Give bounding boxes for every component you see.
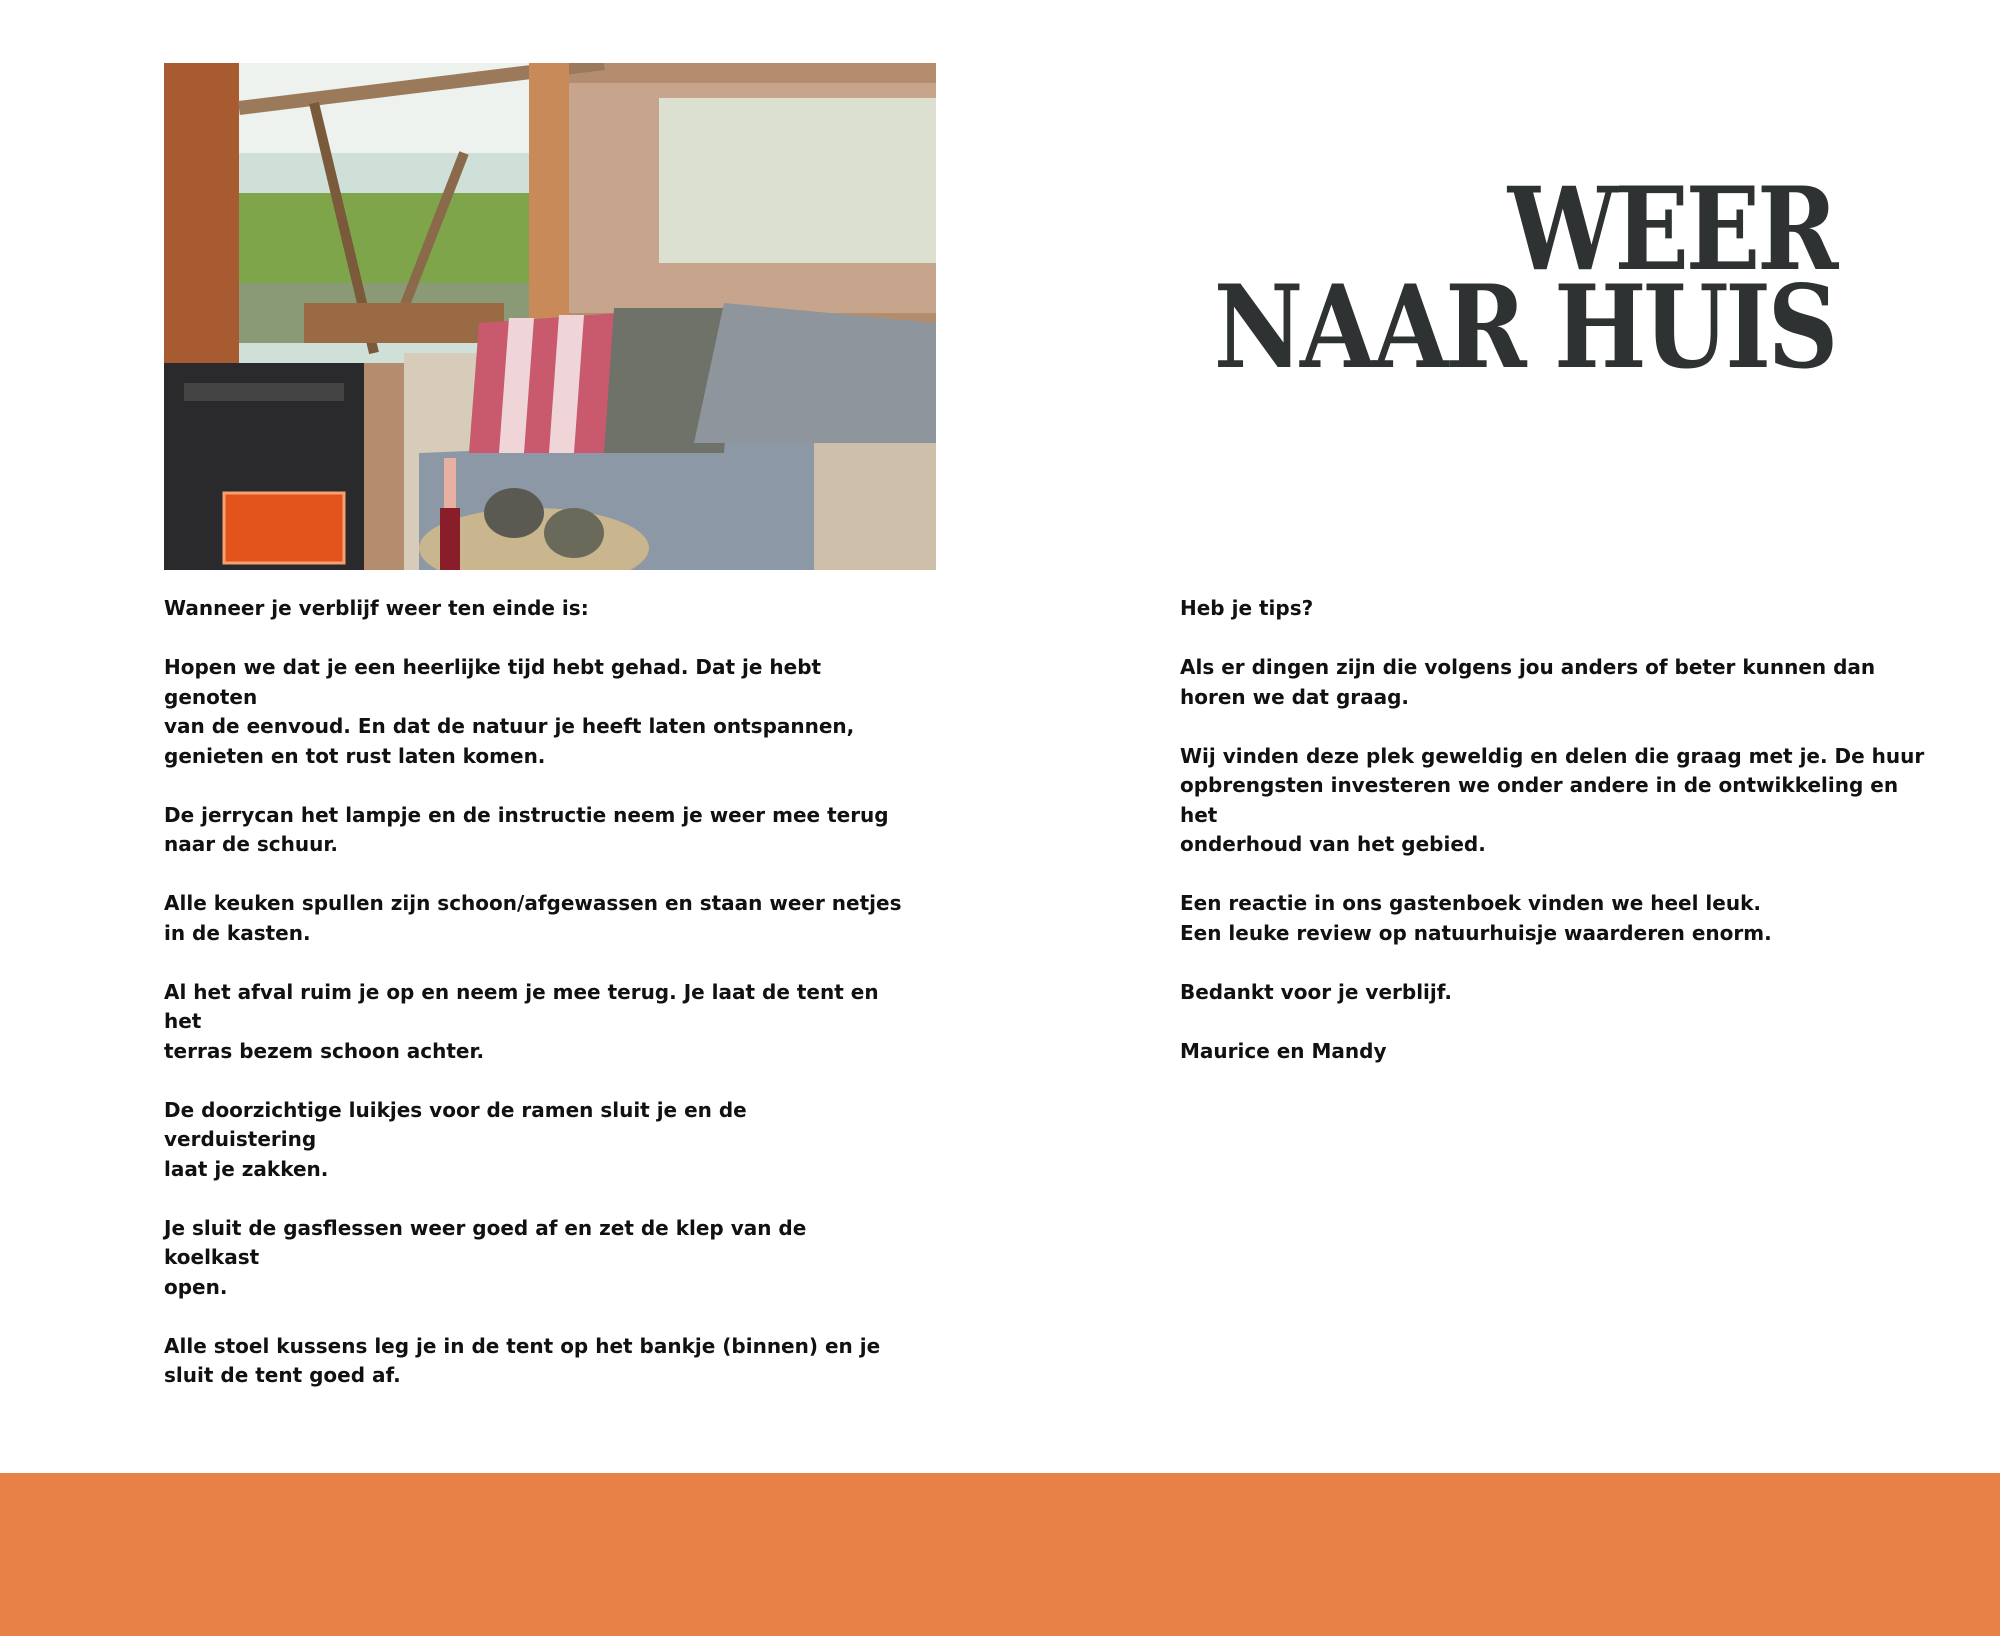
paragraph: Bedankt voor je verblijf. xyxy=(1180,979,1452,1004)
paragraph: Als er dingen zijn die volgens jou anders of beter kunnen dan horen we dat graag. xyxy=(1180,655,1876,709)
paragraph: Hopen we dat je een heerlijke tijd hebt gehad. Dat je hebt genoten van de eenvoud. En dat de natuur je heeft laten ontspannen, genieten en tot rust laten komen. xyxy=(164,655,855,768)
paragraph: Wanneer je verblijf weer ten einde is: xyxy=(164,596,589,620)
signature: Maurice en Mandy xyxy=(1180,1038,1387,1063)
paragraph: Alle stoel kussens leg je in de tent op het bankje (binnen) en je sluit de tent goed af. xyxy=(164,1333,881,1387)
paragraph: Alle keuken spullen zijn schoon/afgewassen en staan weer netjes in de kasten. xyxy=(164,891,902,945)
paragraph: Heb je tips? xyxy=(1180,596,1314,620)
tips-and-thanks xyxy=(1180,594,1940,1096)
paragraph: De doorzichtige luikjes voor de ramen sluit je en de verduistering laat je zakken. xyxy=(164,1097,747,1181)
paragraph: De jerrycan het lampje en de instructie neem je weer mee terug naar de schuur. xyxy=(164,802,889,856)
footer-color-band xyxy=(0,1473,2000,1636)
title-line-1: WEER xyxy=(1507,162,1835,296)
title-line-2: NAAR HUIS xyxy=(1213,260,1835,394)
paragraph: Je sluit de gasflessen weer goed af en zet de klep van de koelkast open. xyxy=(164,1215,807,1299)
paragraph: Al het afval ruim je op en neem je mee terug. Je laat de tent en het terras bezem schoon achter. xyxy=(164,979,879,1063)
paragraph: Wij vinden deze plek geweldig en delen die graag met je. De huur opbrengsten investeren we onder andere in de ontwikkeling en het onderhoud van het gebied. xyxy=(1180,743,1925,856)
departure-instructions xyxy=(164,594,904,1420)
paragraph: Een reactie in ons gastenboek vinden we heel leuk. Een leuke review op natuurhuisje waarderen enorm. xyxy=(1180,891,1772,945)
tent-interior-photo xyxy=(164,63,936,570)
page-title xyxy=(1147,162,1835,394)
